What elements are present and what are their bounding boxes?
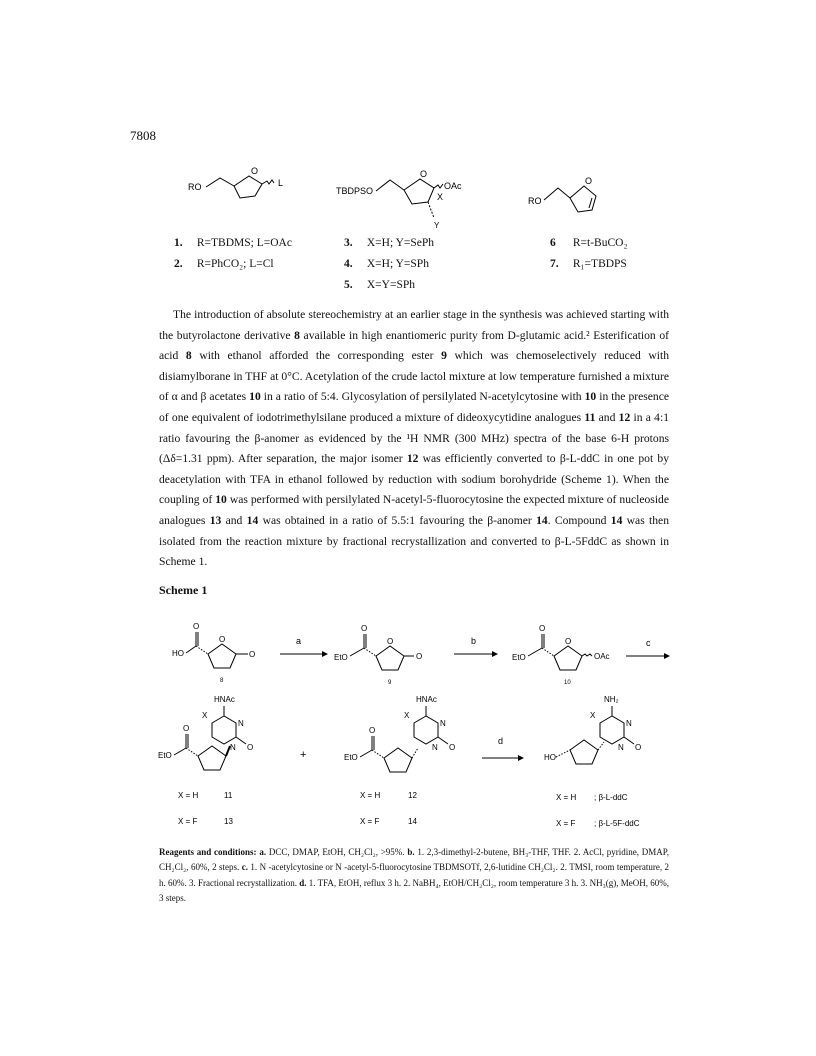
o-label: O — [183, 724, 190, 733]
o-label: O — [539, 624, 546, 633]
n-label: N — [618, 743, 624, 752]
scheme-labels — [178, 791, 640, 828]
x-label: X — [202, 711, 208, 720]
product-name: ; β-L-ddC — [594, 793, 628, 802]
substituent-label: X = H — [178, 791, 199, 800]
hnac-label: HNAc — [214, 695, 235, 704]
y-label: Y — [434, 221, 440, 230]
n-label: N — [230, 743, 236, 752]
scheme-row-1 — [172, 622, 670, 686]
compound-item: 2. R=PhCO₂; L=Cl — [174, 258, 274, 270]
o-label: O — [193, 622, 200, 631]
eto-label: EtO — [512, 653, 526, 662]
o-label: O — [416, 652, 423, 661]
scheme-title: Scheme 1 — [159, 583, 208, 597]
o-label: O — [247, 743, 254, 752]
x-label: X — [404, 711, 410, 720]
tbdpso-label: TBDPSO — [336, 186, 374, 196]
substituent-label: X = F — [556, 819, 576, 828]
ho-label: HO — [544, 753, 556, 762]
scheme-1-figure — [150, 610, 680, 835]
scheme-row-2 — [158, 695, 641, 772]
structure-2 — [336, 169, 462, 230]
compound-number: 10 — [564, 680, 571, 686]
compound-item: 1. R=TBDMS; L=OAc — [174, 237, 292, 249]
compound-item: 7. R₁=TBDPS — [550, 258, 627, 270]
n-label: N — [440, 719, 446, 728]
ro-label: RO — [188, 182, 202, 192]
structure-3 — [528, 176, 596, 212]
n-label: N — [626, 719, 632, 728]
x-label: X — [437, 192, 444, 202]
compound-number: 12 — [408, 791, 417, 800]
compound-number: 9 — [388, 680, 392, 686]
product-name: ; β-L-5F-ddC — [594, 819, 640, 828]
arrow-label-d: d — [498, 736, 504, 746]
eto-label: EtO — [344, 753, 358, 762]
o-label: O — [361, 624, 368, 633]
structure-1 — [188, 166, 283, 198]
o-label: O — [565, 637, 572, 646]
body-paragraph: The introduction of absolute stereochemistry at an earlier stage in the synthesis was achieved starting with the butyrolactone derivative 8 available in high enantiomeric purity from D-glutamic acid.² Esterification of acid 8 with ethanol afforded the corresponding ester 9 which was chemoselectively reduced with disiamylborane in THF at 0°C. Acetylation of the crude lactol mixture at low temperature furnished a mixture of α and β acetates 10 in a ratio of 5:4. Glycosylation of persilylated N-acetylcytosine with 10 in the presence of one equivalent of iodotrimethylsilane produced a mixture of dideoxycytidine analogues 11 and 12 in a 4:1 ratio favouring the β-anomer as evidenced by the ¹H NMR (300 MHz) spectra of the base 6-H protons (Δδ=1.31 ppm). After separation, the major isomer 12 was efficiently converted to β-L-ddC in one pot by deacetylation with TFA in ethanol followed by reduction with sodium borohydride (Scheme 1). When the coupling of 10 was performed with persilylated N-acetyl-5-fluorocytosine the expected mixture of nucleoside analogues 13 and 14 was obtained in a ratio of 5.5:1 favouring the β-anomer 14. Compound 14 was then isolated from the reaction mixture by fractional recrystallization and converted to β-L-5FddC as shown in Scheme 1. — [159, 308, 670, 569]
n-label: N — [432, 743, 438, 752]
arrow-label-a: a — [296, 636, 302, 646]
eto-label: EtO — [334, 653, 348, 662]
compound-number: 14 — [408, 817, 417, 826]
page-number: 7808 — [130, 128, 156, 143]
substituent-label: X = H — [556, 793, 577, 802]
nh2-label: NH₂ — [604, 695, 619, 704]
compound-item: 5. X=Y=SPh — [344, 279, 415, 291]
o-label: O — [369, 726, 376, 735]
compound-number: 11 — [224, 791, 233, 800]
ho-label: HO — [172, 649, 184, 658]
substituent-label: X = H — [360, 791, 381, 800]
arrow-label-b: b — [471, 636, 477, 646]
ro-label: RO — [528, 196, 542, 206]
compound-item: 3. X=H; Y=SePh — [344, 237, 435, 249]
substituent-label: X = F — [360, 817, 380, 826]
o-label: O — [219, 635, 226, 644]
compound-item: 4. X=H; Y=SPh — [344, 258, 429, 270]
oac-label: OAc — [444, 181, 462, 191]
x-label: X — [590, 711, 596, 720]
plus-sign: + — [300, 749, 307, 761]
l-label: L — [278, 178, 284, 188]
oac-label: OAc — [594, 652, 610, 661]
substituent-label: X = F — [178, 817, 198, 826]
arrow-label-c: c — [646, 638, 651, 648]
o-label: O — [585, 176, 593, 186]
compound-number: 13 — [224, 817, 233, 826]
compound-item: 6 R=t-BuCO₂ — [550, 237, 628, 249]
o-label: O — [249, 650, 256, 659]
reagents-conditions: Reagents and conditions: a. DCC, DMAP, EtOH, CH₂Cl₂, >95%. b. 1. 2,3-dimethyl-2-butene, BH₃-THF, THF. 2. AcCl, pyridine, DMAP, CH₂Cl₂, 60%, 2 steps. c. 1. N -acetylcytosine or N -acetyl-5-fluorocytosine TBDMSOTf, 2,6-lutidine CH₂Cl₂. 2. TMSI, room temperature, 2 h. 60%. 3. Fractional recrystallization. d. 1. TFA, EtOH, reflux 3 h. 2. NaBH₄, EtOH/CH₂Cl₂, room temperature 3 h. 3. NH₃(g), MeOH, 60%, 3 steps. — [159, 847, 670, 904]
top-structures-figure — [150, 160, 670, 240]
o-label: O — [449, 743, 456, 752]
o-label: O — [635, 743, 642, 752]
eto-label: EtO — [158, 751, 172, 760]
o-label: O — [387, 637, 394, 646]
hnac-label: HNAc — [416, 695, 437, 704]
compound-number: 8 — [220, 678, 224, 684]
o-label: O — [251, 166, 259, 176]
o-label: O — [420, 169, 428, 179]
n-label: N — [238, 719, 244, 728]
